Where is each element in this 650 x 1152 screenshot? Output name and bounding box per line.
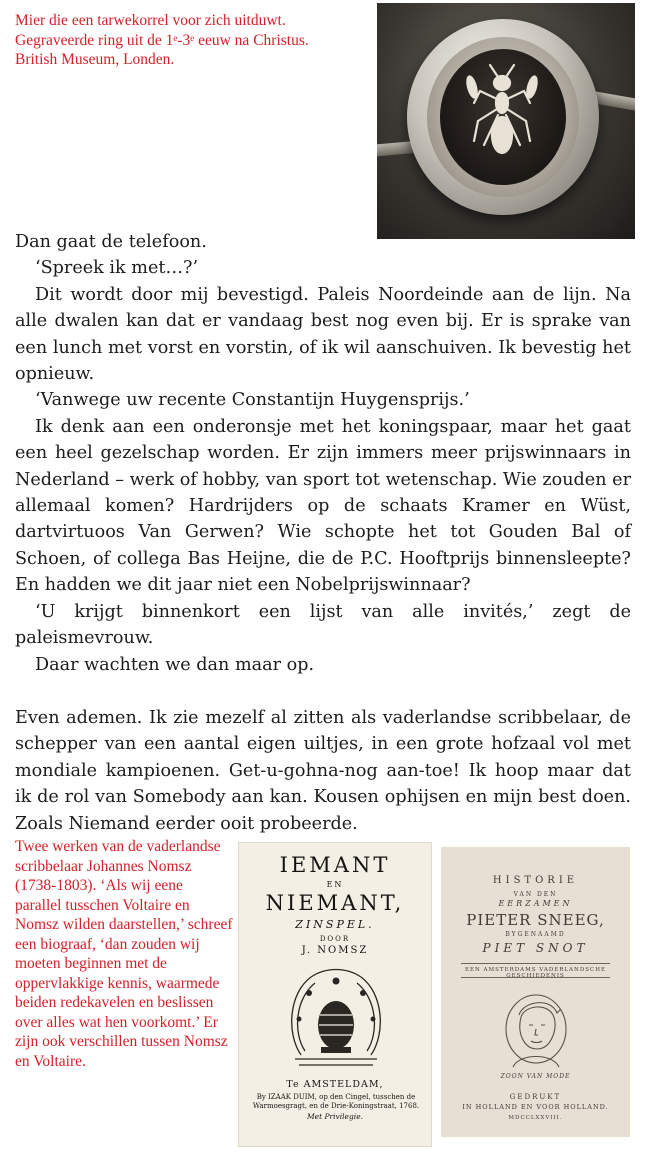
portrait-vignette-icon: [499, 987, 573, 1071]
caption-line: Gegraveerde ring uit de 1ᵉ-3ᵉ eeuw na Christus.: [15, 31, 309, 49]
book-subtitle: EEN AMSTERDAMS VADERLANDSCHE GESCHIEDENIS: [464, 967, 607, 979]
paragraph: Ik denk aan een onderonsje met het koningspaar, maar het gaat een heel gezelschap worden. Er zijn immers meer prijswinnaars in Nederland – werk of hobby, van sport tot wetenschap. Wie zouden er allemaal komen? Hardrijders op de schaats Kramer en Wüst, dartvirtuoos Van Gerwen? Wie schopte het tot Gouden Bal of Schoen, of collega Bas Heijne, die de P.C. Hooftprijs binnensleepte? En hadden we dit jaar niet een Nobelprijswinnaar?: [15, 416, 631, 596]
book-author: J. NOMSZ: [301, 945, 369, 956]
vignette-caption: ZOON VAN MODE: [500, 1073, 571, 1080]
ring-photo: [377, 3, 635, 239]
book-printed: GEDRUKT: [509, 1093, 562, 1101]
beehive-vignette-icon: [281, 963, 391, 1071]
book-title-page-pieter-sneeg: [441, 847, 630, 1137]
paragraph: Daar wachten we dan maar op.: [35, 654, 315, 675]
books-caption: Twee werken van de vaderlandse scribbelaar Johannes Nomsz (1738-1803). ‘Als wij eene parallel tusschen Voltaire en Nomsz wilden daarstellen,’ schreef een biograaf, ‘dan zouden wij moeten beginnen met de oppervlakkige kennis, waarmede beiden redekavelen en beslissen over alles wat hen voorkomt.’ Er zijn ook verschillen tussen Nomsz en Voltaire.: [15, 838, 233, 1070]
book-title: HISTORIE: [492, 875, 579, 886]
book-place: IN HOLLAND EN VOOR HOLLAND.: [462, 1103, 609, 1111]
paragraph: Even ademen. Ik zie mezelf al zitten als vaderlandse scribbelaar, de schepper van een aantal eigen uiltjes, in een grote hofzaal vol met mondiale kampioenen. Get-u-gohna-nog aan-toe! Ik hoop maar dat ik de rol van Somebody aan kan. Kousen ophijsen en mijn best doen. Zoals Niemand eerder ooit probeerde.: [15, 707, 631, 834]
book-title: IEMANT: [279, 853, 391, 877]
book-title: PIET SNOT: [482, 941, 589, 955]
book-city: Te AMSTELDAM,: [286, 1079, 384, 1090]
book-title-small: BYGENAAMD: [505, 931, 566, 938]
book-title: PIETER SNEEG,: [466, 911, 605, 929]
paragraph: ‘Spreek ik met…?’: [35, 258, 199, 279]
paragraph: Dit wordt door mij bevestigd. Paleis Noordeinde aan de lijn. Na alle dwalen kan dat er vandaag best nog even bij. Er is sprake van een lunch met vorst en vorstin, of ik wil aanschuiven. Ik bevestig het opnieuw.: [15, 284, 631, 385]
ring-bezel: [407, 19, 599, 215]
article-body: [15, 229, 631, 837]
book-title: NIEMANT,: [265, 891, 405, 915]
book-subtitle: ZINSPEL.: [295, 918, 375, 931]
photo-caption: [15, 11, 365, 70]
divider: [461, 963, 610, 964]
book-privilege: Met Privilegie.: [306, 1112, 364, 1121]
divider: [461, 977, 610, 978]
caption-line: British Museum, Londen.: [15, 51, 175, 68]
intaglio-gem: [440, 49, 566, 185]
caption-line: Mier die een tarwekorrel voor zich uitduwt.: [15, 12, 286, 29]
book-title-small: EERZAMEN: [498, 899, 573, 908]
book-title-conj: EN: [326, 880, 344, 889]
paragraph: ‘Vanwege uw recente Constantijn Huygensprijs.’: [35, 390, 470, 411]
ant-engraving-icon: [440, 49, 566, 185]
book-by: DOOR: [319, 935, 351, 943]
book-imprint: By IZAAK DUIM, op den Cingel, tusschen de Warmoesgragt, en de Drie-Koningstraat, 1768.: [252, 1093, 420, 1110]
book-year: MDCCLXXVIII.: [508, 1115, 563, 1121]
book-title-small: VAN DEN: [513, 891, 558, 898]
book-title-page-iemant: [238, 842, 432, 1147]
paragraph: Dan gaat de telefoon.: [15, 232, 207, 252]
paragraph: ‘U krijgt binnenkort een lijst van alle invités,’ zegt de paleismevrouw.: [15, 601, 631, 649]
